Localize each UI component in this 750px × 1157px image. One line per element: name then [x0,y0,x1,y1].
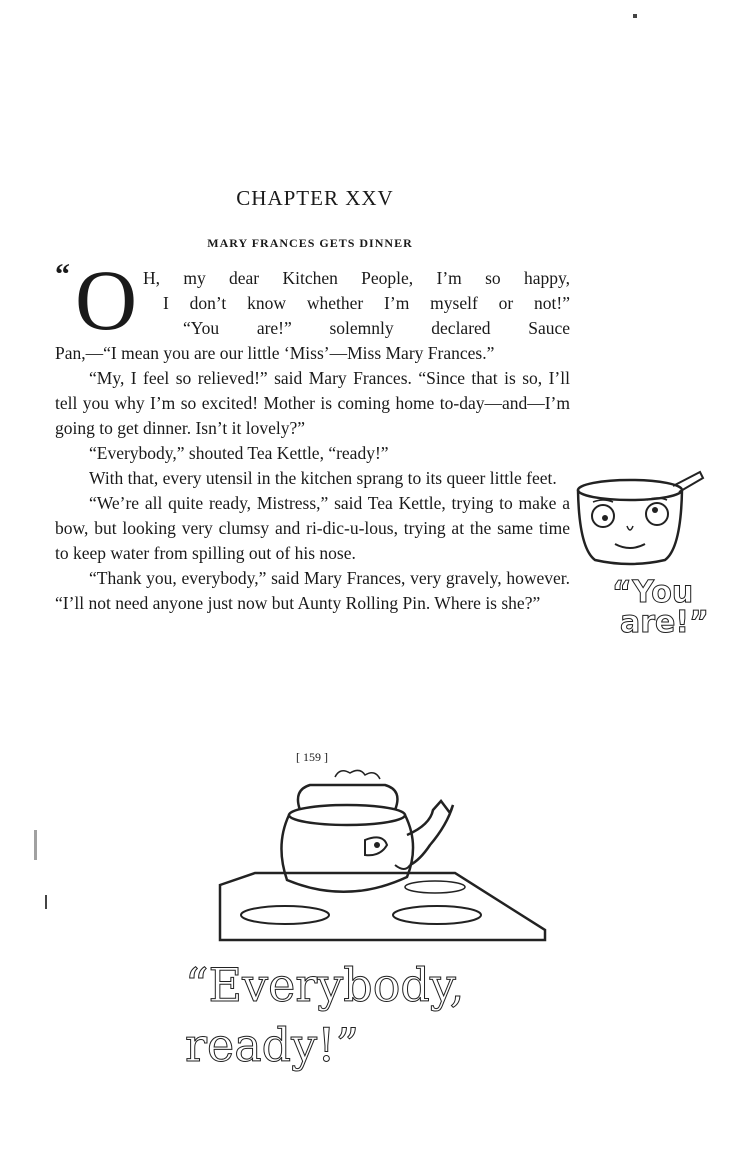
page-number: [ 159 ] [296,750,328,764]
sauce-pan-caption-line-2: are!” [620,605,709,640]
scan-speck [45,895,47,909]
paragraph: “My, I feel so relieved!” said Mary Frances. “Since that is so, I’ll tell you why I’m so excited! Mother is coming home to-day—and—I’m going to get dinner. Isn’t it lovely?” [55,368,570,438]
opening-line-2: I don’t know whether I’m myself or not!” [163,293,570,313]
scan-speck [34,830,37,860]
opening-line-rest: Pan,—“I mean you are our little ‘Miss’—Miss Mary Frances.” [55,343,495,363]
opening-paragraph [55,252,570,348]
paragraph: With that, every utensil in the kitchen sprang to its queer little feet. [89,468,557,488]
scan-speck [633,14,637,18]
tea-kettle-caption: “Everybody, ready!” [185,958,465,1072]
opening-quote-mark: “ [55,258,70,291]
tea-kettle-illustration [215,765,555,950]
chapter-title: CHAPTER XXV [236,186,394,210]
chapter-subtitle: MARY FRANCES GETS DINNER [207,236,413,250]
opening-line-3: “You are!” solemnly declared Sauce [183,318,570,338]
paragraph: “Thank you, everybody,” said Mary Frances, very gravely, however. “I’ll not need anyone just now but Aunty Rolling Pin. Where is she?” [55,568,570,613]
sauce-pan-caption-line-1: “You [612,575,694,610]
body-text [55,252,570,616]
paragraph: “Everybody,” shouted Tea Kettle, “ready!” [89,443,389,463]
sauce-pan-illustration [575,468,705,568]
drop-cap: O [75,252,138,348]
paragraph: “We’re all quite ready, Mistress,” said Tea Kettle, trying to make a bow, but looking very clumsy and ri-dic-u-lous, trying at the same time to keep water from spilling out of his nose. [55,493,570,563]
opening-line-1: H, my dear Kitchen People, I’m so happy, [143,268,570,288]
sauce-pan-caption [612,575,712,640]
